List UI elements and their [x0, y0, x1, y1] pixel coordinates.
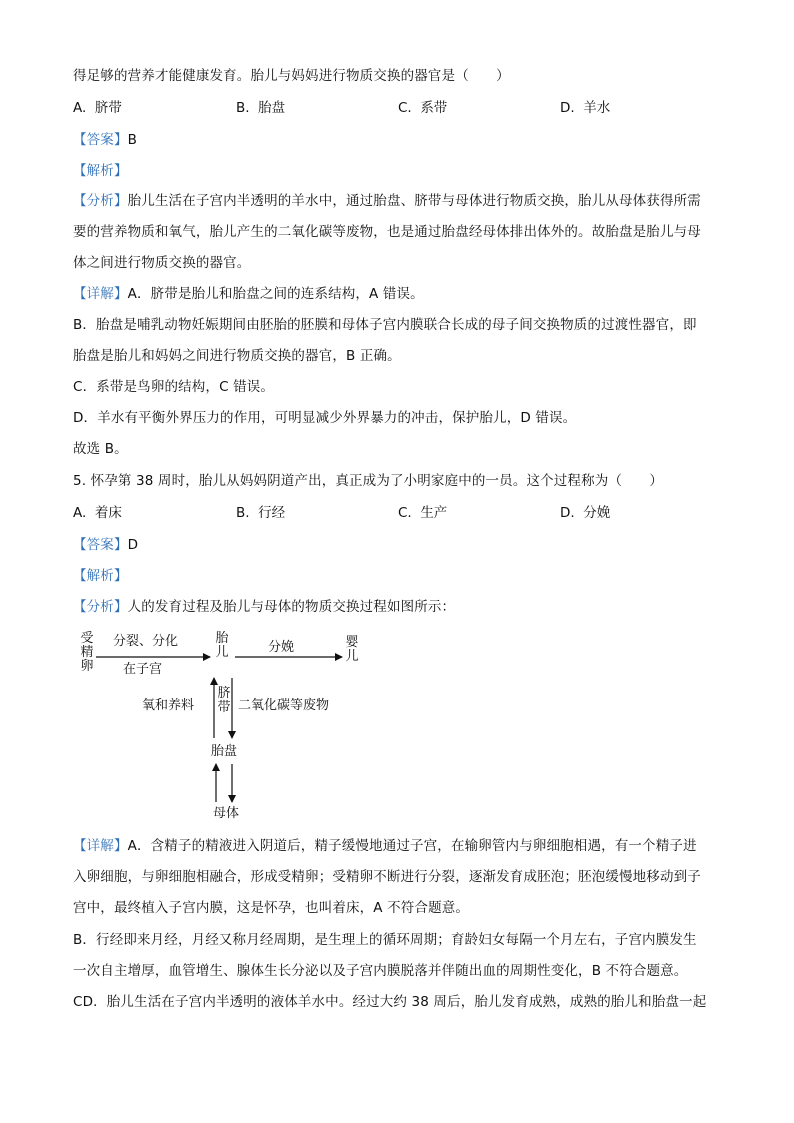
split-label: 分裂、分化 — [113, 634, 179, 649]
waste-label: 二氧化碳等废物 — [238, 698, 330, 713]
xiangjie-text: A．含精子的精液进入阴道后，精子缓慢地通过子宫，在输卵管内与卵细胞相遇，有一个精子进 — [127, 838, 697, 854]
q5-xiangjie-line-3: 宫中，最终植入子宫内膜，这是怀孕，也叫着床，A 不符合题意。 — [73, 900, 470, 916]
delivery-label: 分娩 — [268, 640, 295, 655]
xiangjie-tag: 【详解】 — [73, 286, 128, 302]
option-text: 胎盘 — [258, 100, 286, 116]
nutrients-label: 氧和养料 — [142, 698, 195, 713]
option-letter: C. — [398, 100, 412, 116]
q4-answer — [73, 130, 137, 150]
q4-xiangjie-line-2: B．胎盘是哺乳动物妊娠期间由胚胎的胚膜和母体子宫内膜联合长成的母子间交换物质的过渡性器官，即 — [73, 317, 697, 333]
option-letter: B. — [236, 505, 250, 521]
option-letter: A. — [73, 100, 87, 116]
xiangjie-tag: 【详解】 — [73, 838, 128, 854]
option-text: 系带 — [420, 100, 448, 116]
answer-value: D — [127, 537, 139, 553]
fenxi-tag: 【分析】 — [73, 193, 128, 209]
answer-tag: 【答案】 — [73, 132, 128, 148]
q4-fenxi-line-1 — [73, 191, 701, 211]
q4-xiangjie-line-3: 胎盘是胎儿和妈妈之间进行物质交换的器官，B 正确。 — [73, 348, 401, 364]
option-text: 行经 — [258, 505, 286, 521]
q5-xiangjie-line-6: CD．胎儿生活在子宫内半透明的液体羊水中。经过大约 38 周后，胎儿发育成熟，成熟的胎儿和胎盘一起 — [73, 994, 707, 1010]
q4-stem: 得足够的营养才能健康发育。胎儿与妈妈进行物质交换的器官是（ ） — [73, 68, 510, 84]
option-letter: C. — [398, 505, 412, 521]
answer-tag: 【答案】 — [73, 537, 128, 553]
q4-option-c — [398, 98, 447, 118]
option-text: 分娩 — [583, 505, 611, 521]
development-diagram — [70, 626, 360, 826]
in-uterus-label: 在子宫 — [123, 662, 163, 677]
q4-option-a — [73, 98, 122, 118]
fenxi-tag: 【分析】 — [73, 599, 128, 615]
option-letter: D. — [560, 505, 575, 521]
q5-xiangjie-line-4: B．行经即来月经，月经又称月经周期，是生理上的循环周期；育龄妇女每隔一个月左右，子宫内膜发生 — [73, 932, 697, 948]
q4-fenxi-line-3: 体之间进行物质交换的器官。 — [73, 255, 251, 271]
q4-option-b — [236, 98, 285, 118]
q5-fenxi-line — [73, 597, 455, 617]
q5-xiangjie-line-1 — [73, 836, 697, 856]
q5-answer — [73, 535, 138, 555]
q4-analysis-heading — [73, 161, 128, 181]
q4-option-d — [560, 98, 610, 118]
q4-fenxi-line-2: 要的营养物质和氧气，胎儿产生的二氧化碳等废物，也是通过胎盘经母体排出体外的。故胎盘是胎儿与母 — [73, 224, 701, 240]
option-text: 脐带 — [94, 100, 122, 116]
q4-xiangjie-line-6: 故选 B。 — [73, 441, 128, 457]
q5-xiangjie-line-5: 一次自主增厚，血管增生、腺体生长分泌以及子宫内膜脱落并伴随出血的周期性变化，B 不符合题意。 — [73, 963, 688, 979]
q4-xiangjie-line-4: C．系带是鸟卵的结构，C 错误。 — [73, 379, 275, 395]
q4-xiangjie-line-5: D．羊水有平衡外界压力的作用，可明显减少外界暴力的冲击，保护胎儿，D 错误。 — [73, 410, 577, 426]
q4-xiangjie-line-1 — [73, 284, 424, 304]
zygote-label: 受精卵 — [80, 631, 94, 674]
fenxi-text: 胎儿生活在子宫内半透明的羊水中，通过胎盘、脐带与母体进行物质交换，胎儿从母体获得所需 — [127, 193, 701, 209]
option-text: 着床 — [94, 505, 122, 521]
fetus-label: 胎儿 — [215, 631, 229, 660]
option-letter: D. — [560, 100, 575, 116]
q5-stem: 5. 怀孕第 38 周时，胎儿从妈妈阴道产出，真正成为了小明家庭中的一员。这个过程称为（ ） — [73, 473, 663, 489]
q5-analysis-heading — [73, 566, 128, 586]
q5-option-c — [398, 503, 447, 523]
answer-value: B — [127, 132, 138, 148]
option-letter: A. — [73, 505, 87, 521]
cord-label: 脐带 — [217, 686, 231, 715]
mother-label: 母体 — [213, 806, 240, 821]
analysis-tag: 【解析】 — [73, 163, 128, 179]
option-text: 羊水 — [583, 100, 611, 116]
option-text: 生产 — [420, 505, 448, 521]
q5-xiangjie-line-2: 入卵细胞，与卵细胞相融合，形成受精卵；受精卵不断进行分裂，逐渐发育成胚泡；胚泡缓慢地移动到子 — [73, 869, 701, 885]
infant-label: 婴儿 — [345, 635, 359, 664]
option-letter: B. — [236, 100, 250, 116]
q5-option-a — [73, 503, 122, 523]
analysis-tag: 【解析】 — [73, 568, 128, 584]
fenxi-text: 人的发育过程及胎儿与母体的物质交换过程如图所示： — [127, 599, 456, 615]
q5-option-d — [560, 503, 610, 523]
xiangjie-text: A．脐带是胎儿和胎盘之间的连系结构，A 错误。 — [127, 286, 424, 302]
q5-option-b — [236, 503, 285, 523]
placenta-label: 胎盘 — [211, 744, 238, 759]
